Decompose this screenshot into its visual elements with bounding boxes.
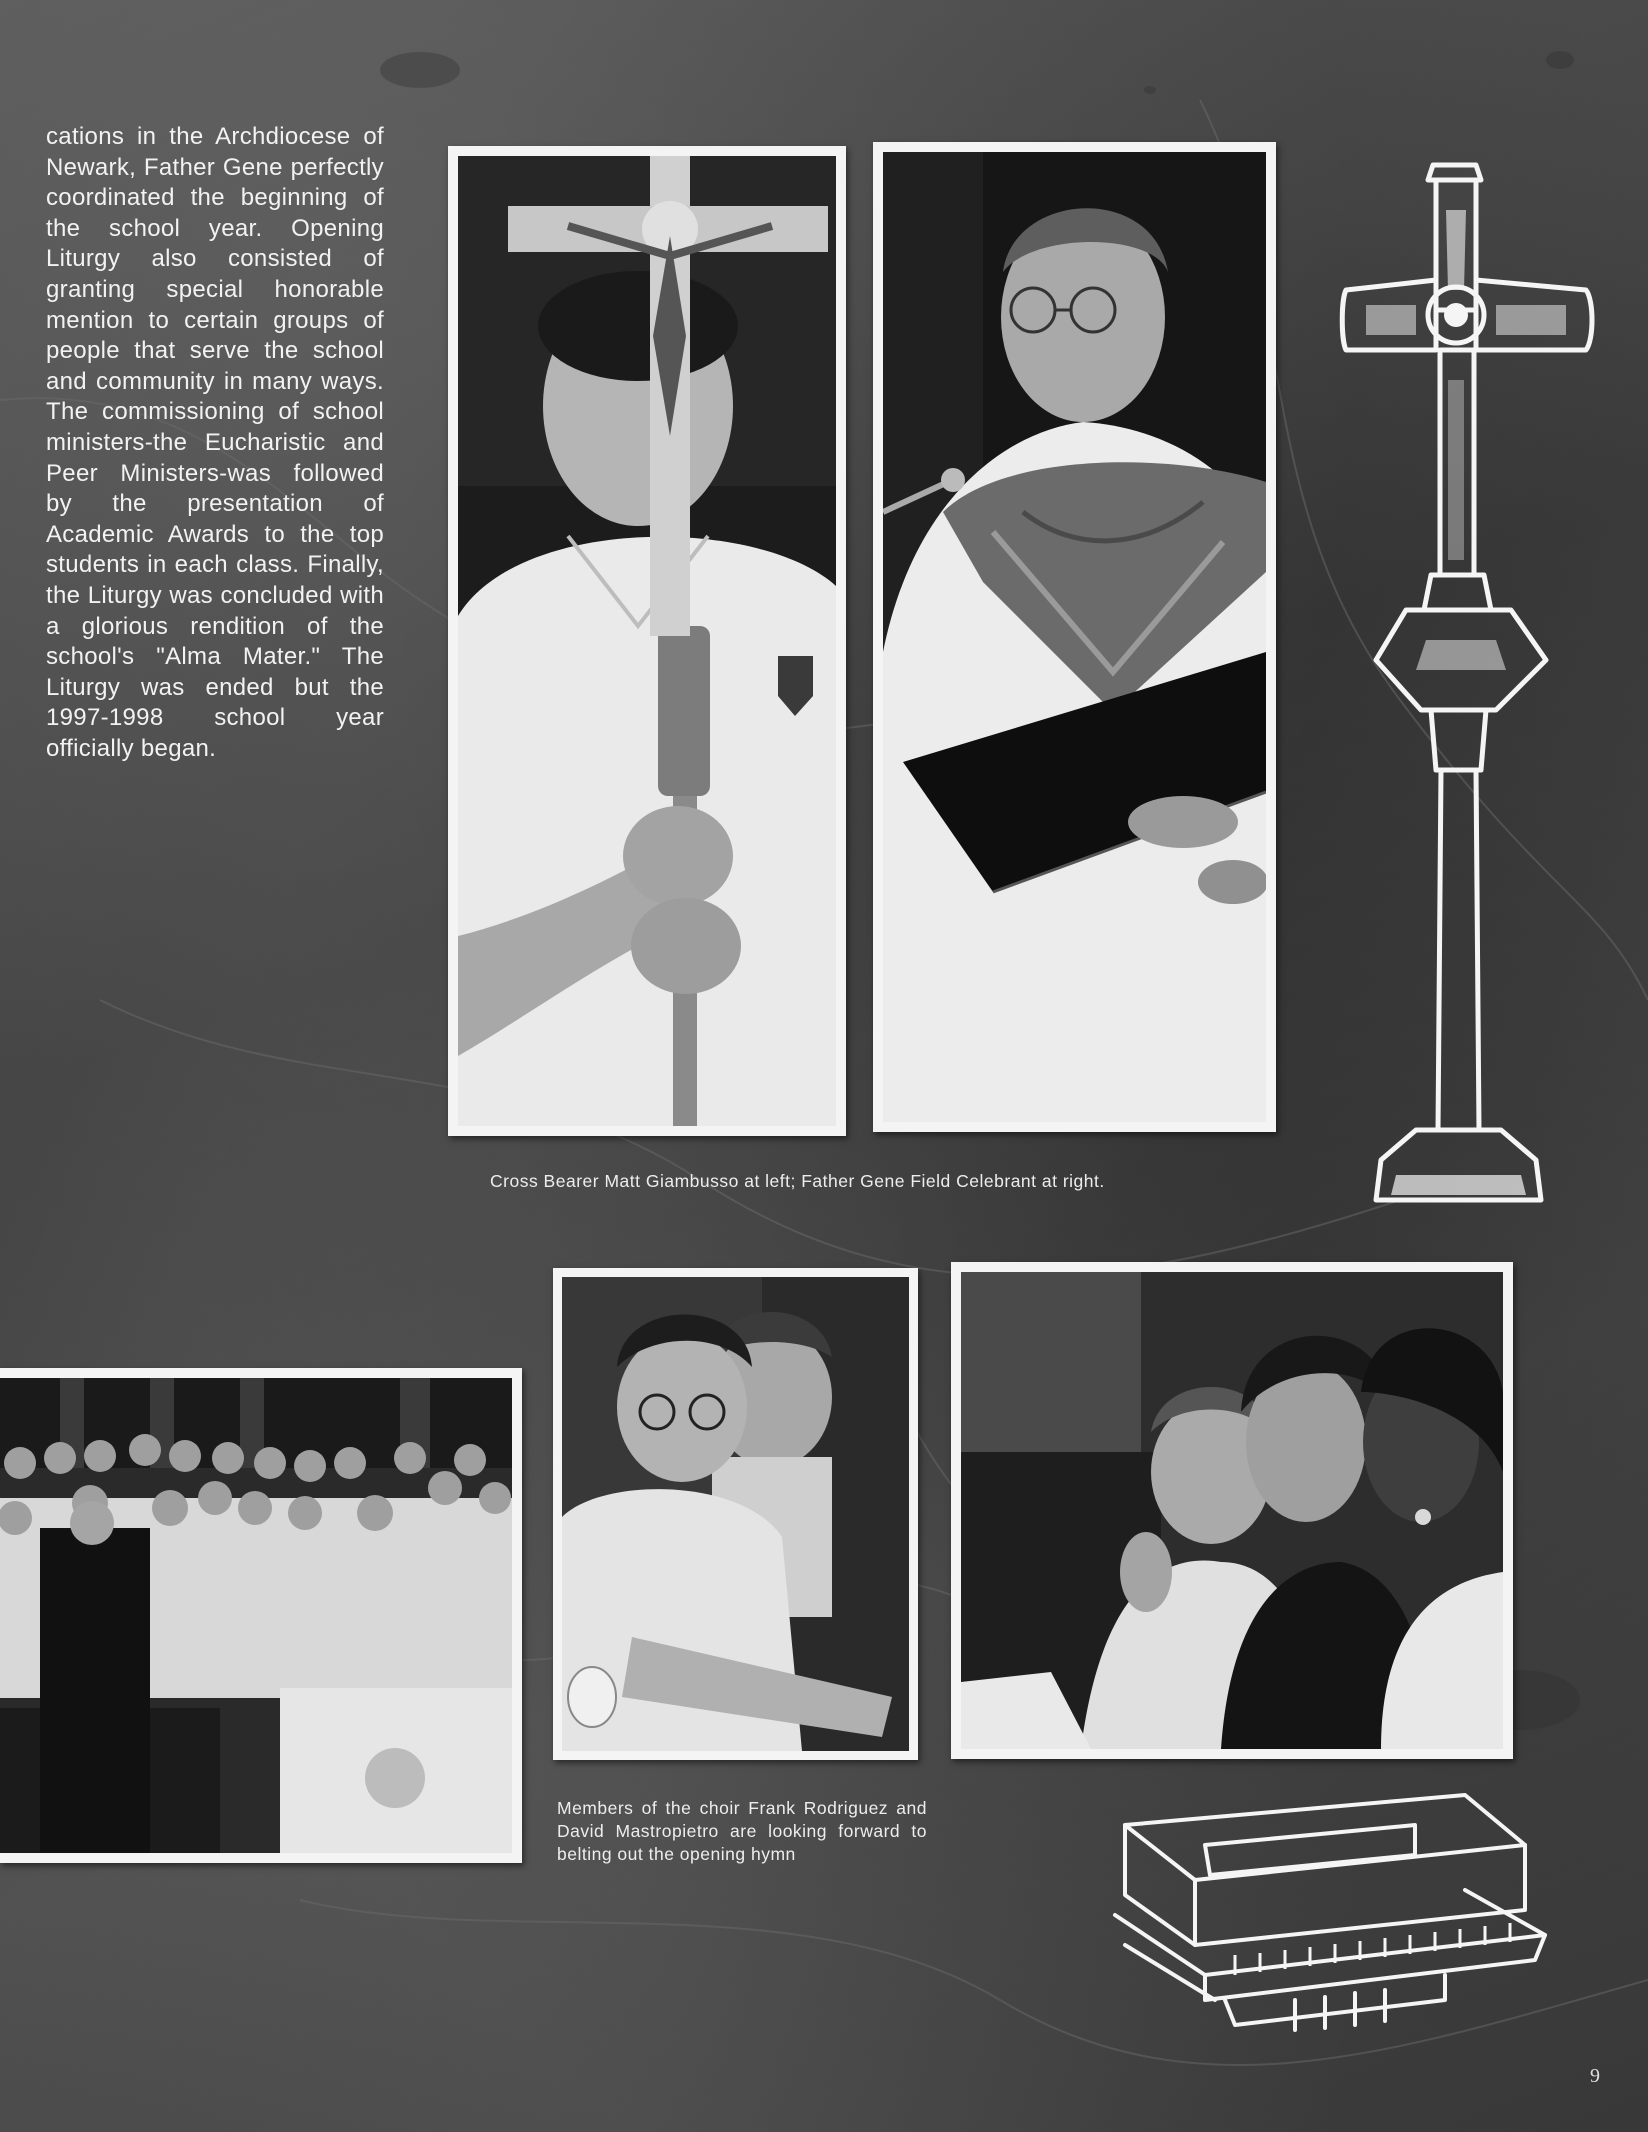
caption-top: Cross Bearer Matt Giambusso at left; Father Gene Field Celebrant at right. [490,1171,1105,1191]
photo-celebrant [873,142,1276,1132]
caption-choir: Members of the choir Frank Rodriguez and David Mastropietro are looking forward to belting out the opening hymn [557,1798,927,1864]
page-number: 9 [1590,2065,1600,2087]
photo-women [951,1262,1513,1759]
organ-sketch [1085,1785,1555,2040]
article-body: cations in the Archdiocese of Newark, Father Gene perfectly coordinated the beginning of the school year. Opening Liturgy also consisted of granting special honorable mention to certain groups of people that serve the school and community in many ways. The commissioning of school ministers-the Eucharistic and Peer Ministers-was followed by the presentation of Academic Awards to the top students in each class. Finally, the Liturgy was concluded with a glorious rendition of the school's "Alma Mater." The Liturgy was ended but the 1997-1998 school year officially began. [46,123,384,762]
photo-group [0,1368,522,1863]
processional-cross-sketch [1336,150,1626,1215]
photo-cross-bearer [448,146,846,1136]
photo-choir-members [553,1268,918,1760]
